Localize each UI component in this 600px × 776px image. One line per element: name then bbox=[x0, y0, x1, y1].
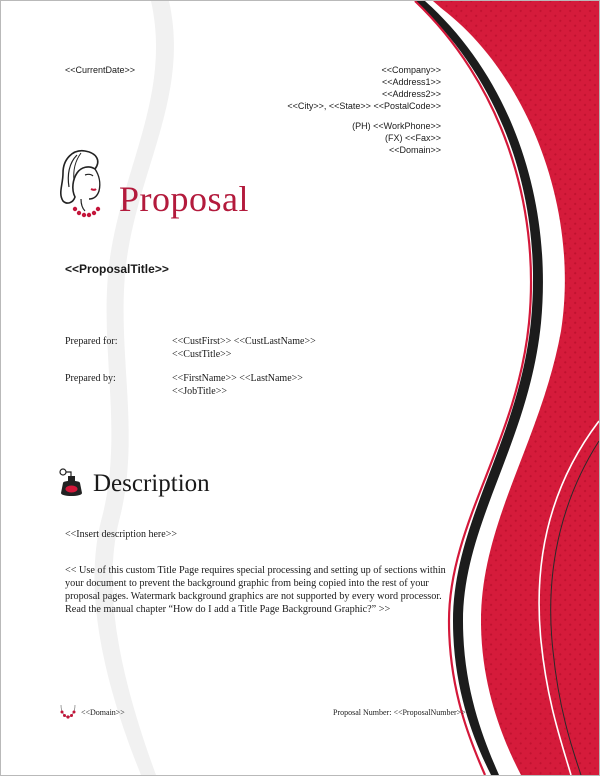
customer-name: <<CustFirst>> <<CustLastName>> bbox=[172, 336, 316, 347]
perfume-bottle-icon bbox=[57, 467, 87, 499]
company-address-block bbox=[141, 64, 441, 112]
author-name: <<FirstName>> <<LastName>> bbox=[172, 373, 303, 384]
footer-proposal-number: Proposal Number: <<ProposalNumber>> bbox=[333, 708, 466, 717]
phone-line: (PH) <<WorkPhone>> bbox=[352, 121, 441, 131]
description-heading: Description bbox=[93, 470, 210, 497]
grey-ribbon bbox=[95, 1, 174, 775]
company-contact-block bbox=[141, 120, 441, 156]
woman-with-necklace-icon bbox=[55, 145, 123, 225]
address1-line: <<Address1>> bbox=[381, 77, 441, 87]
author-job-title: <<JobTitle>> bbox=[172, 386, 227, 397]
customer-title: <<CustTitle>> bbox=[172, 349, 232, 360]
footer-domain: <<Domain>> bbox=[81, 708, 125, 717]
domain-line: <<Domain>> bbox=[388, 145, 441, 155]
prepared-for-label: Prepared for: bbox=[65, 336, 118, 347]
current-date: <<CurrentDate>> bbox=[65, 65, 136, 75]
city-state-line: <<City>>, <<State>> <<PostalCode>> bbox=[287, 101, 441, 111]
prepared-by-values bbox=[172, 372, 303, 398]
title-page-notice: << Use of this custom Title Page requires special processing and setting up of sections within your document to prevent the background graphic from being copied into the rest of your proposal pages. Watermark background graphics are not supported by every word processor. Read the manual chapter “How do I add a Title Page Background Graphic?” >> bbox=[65, 565, 446, 615]
prepared-for-values bbox=[172, 335, 316, 361]
address2-line: <<Address2>> bbox=[381, 89, 441, 99]
necklace-icon bbox=[57, 701, 79, 723]
prepared-by-label: Prepared by: bbox=[65, 373, 116, 384]
proposal-title: <<ProposalTitle>> bbox=[65, 262, 169, 276]
proposal-heading: Proposal bbox=[119, 179, 249, 219]
description-placeholder: <<Insert description here>> bbox=[65, 529, 177, 540]
company-line: <<Company>> bbox=[381, 65, 441, 75]
fax-line: (FX) <<Fax>> bbox=[384, 133, 441, 143]
